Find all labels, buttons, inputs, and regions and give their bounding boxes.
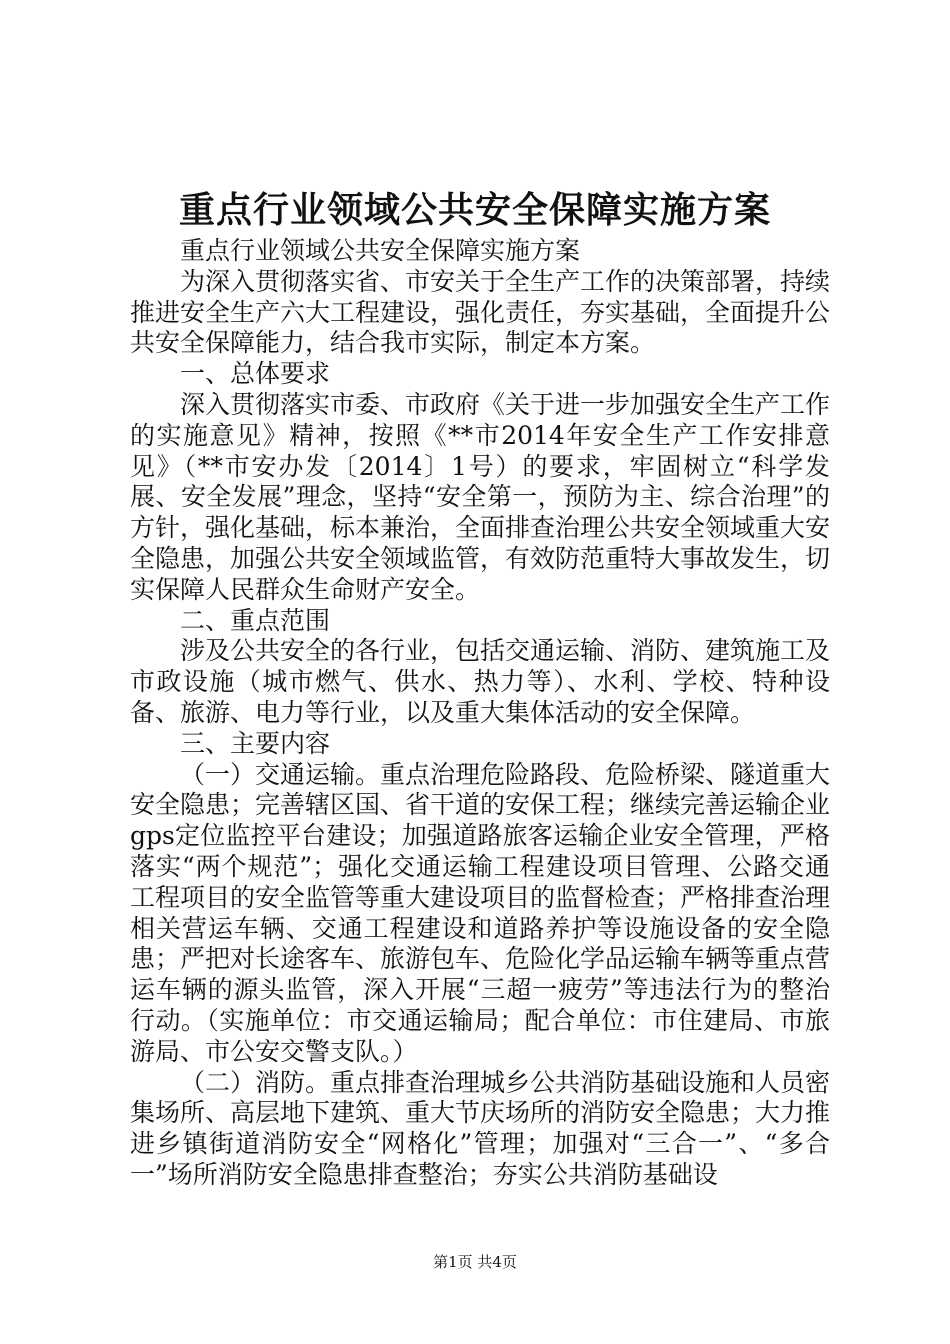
paragraph-fire-safety: （二）消防。重点排查治理城乡公共消防基础设施和人员密集场所、高层地下建筑、重大节庆场所的消防安全隐患；大力推进乡镇街道消防安全“网格化”管理；加强对“三合一”、“多合一”场所消防安全隐患排查整治；夯实公共消防基础设 [130,1067,831,1189]
paragraph-general-requirements: 深入贯彻落实市委、市政府《关于进一步加强安全生产工作的实施意见》精神，按照《**市2014年安全生产工作安排意见》（**市安办发〔2014〕1号）的要求，牢固树立“科学发展、安全发展”理念，坚持“安全第一，预防为主、综合治理”的方针，强化基础，标本兼治，全面排查治理公共安全领域重大安全隐患，加强公共安全领域监管，有效防范重特大事故发生，切实保障人民群众生命财产安全。 [130,389,831,604]
section-heading-main-content: 三、主要内容 [180,728,331,758]
section-heading-key-scope: 二、重点范围 [180,605,331,635]
paragraph-subtitle: 重点行业领域公共安全保障实施方案 [180,236,581,265]
section-heading-general-requirements: 一、总体要求 [180,359,331,389]
paragraph-key-scope: 涉及公共安全的各行业，包括交通运输、消防、建筑施工及市政设施（城市燃气、供水、热力等）、水利、学校、特种设备、旅游、电力等行业，以及重大集体活动的安全保障。 [130,636,831,727]
paragraph-transport: （一）交通运输。重点治理危险路段、危险桥梁、隧道重大安全隐患；完善辖区国、省干道的安保工程；继续完善运输企业gps定位监控平台建设；加强道路旅客运输企业安全管理，严格落实“两个规范”；强化交通运输工程建设项目管理、公路交通工程项目的安全监管等重大建设项目的监督检查；严格排查治理相关营运车辆、交通工程建设和道路养护等设施设备的安全隐患；严把对长途客车、旅游包车、危险化学品运输车辆等重点营运车辆的源头监管，深入开展“三超一疲劳”等违法行为的整治行动。（实施单位：市交通运输局；配合单位：市住建局、市旅游局、市公安交警支队。） [130,759,831,1066]
document-title: 重点行业领域公共安全保障实施方案 [178,189,771,231]
page-number-footer: 第1页 共4页 [433,1253,517,1271]
paragraph-intro: 为深入贯彻落实省、市安关于全生产工作的决策部署，持续推进安全生产六大工程建设，强化责任，夯实基础，全面提升公共安全保障能力，结合我市实际，制定本方案。 [130,266,831,358]
document-body [130,236,830,1191]
